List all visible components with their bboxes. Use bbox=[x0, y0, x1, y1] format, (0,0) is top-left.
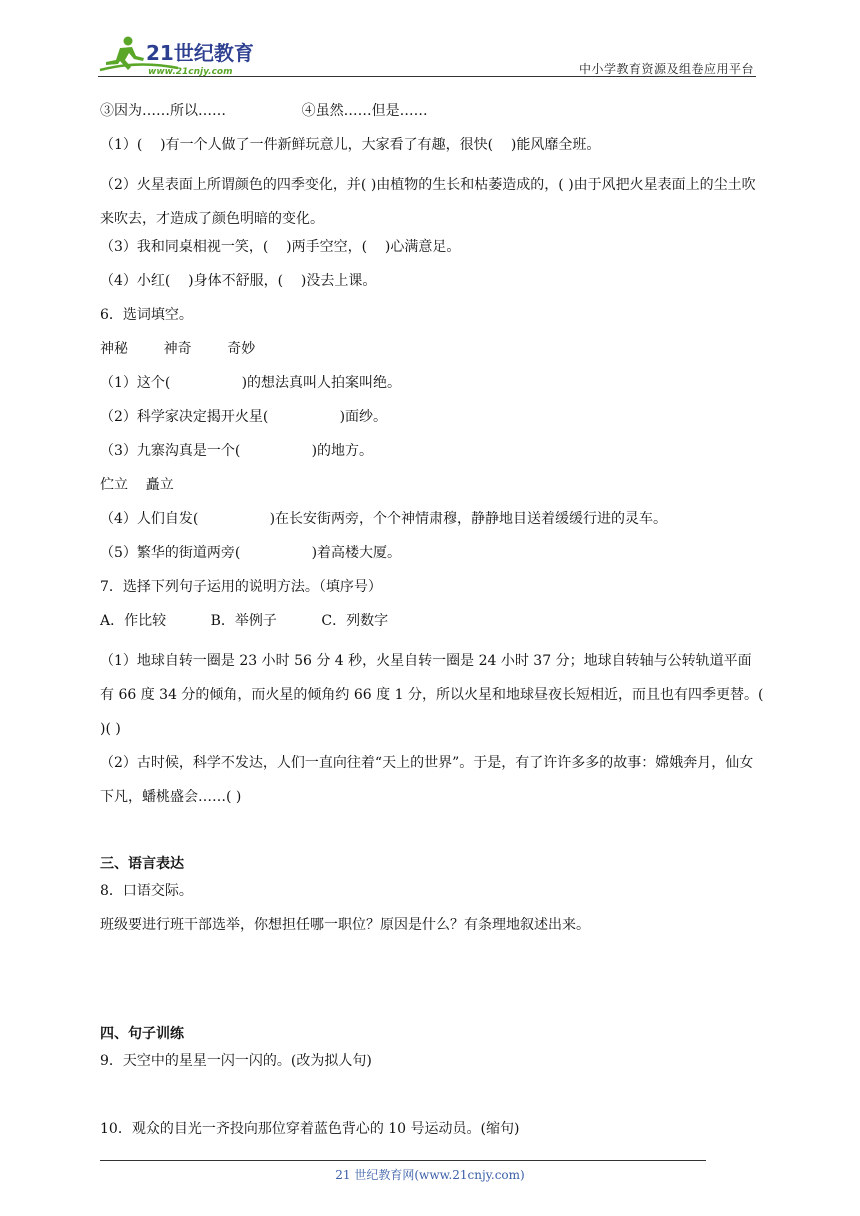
logo-text: 21世纪教育 bbox=[146, 41, 254, 65]
text-line: （3）我和同桌相视一笑，( )两手空空，( )心满意足。 bbox=[100, 239, 461, 255]
text-line: （4）小红( )身体不舒服，( )没去上课。 bbox=[100, 273, 377, 289]
text-line: （1）这个( )的想法真叫人拍案叫绝。 bbox=[100, 375, 402, 391]
footer-text: 21 世纪教育网(www.21cnjy.com) bbox=[335, 1168, 525, 1182]
text-line: ③因为……所以…… ④虽然……但是…… bbox=[100, 103, 428, 119]
section-heading: 三、语言表达 bbox=[100, 856, 184, 872]
text-line: （1）地球自转一圈是 23 小时 56 分 4 秒，火星自转一圈是 24 小时 37 分；地球自转轴与公转轨道平面有 66 度 34 分的倾角，而火星的倾角约 66 度 1 分，所以火星和地球昼夜长短相近，而且也有四季更替。( )( ) bbox=[100, 653, 764, 737]
text-line: （3）九寨沟真是一个( )的地方。 bbox=[100, 443, 374, 459]
text-line: 神秘 神奇 奇妙 bbox=[100, 341, 256, 357]
platform-name: 中小学教育资源及组卷应用平台 bbox=[578, 62, 754, 76]
text-line: A．作比较 B．举例子 C．列数字 bbox=[100, 613, 389, 629]
footer-divider bbox=[100, 1160, 706, 1161]
header-divider bbox=[98, 76, 756, 77]
text-line: 8．口语交际。 bbox=[100, 883, 193, 899]
logo bbox=[98, 34, 268, 76]
page-header bbox=[98, 30, 756, 80]
text-line: （2）火星表面上所谓颜色的四季变化，并( )由植物的生长和枯萎造成的，( )由于风把火星表面上的尘土吹来吹去，才造成了颜色明暗的变化。 bbox=[100, 177, 756, 227]
logo-url: www.21cnjy.com bbox=[148, 67, 233, 76]
text-line: （5）繁华的街道两旁( )着高楼大厦。 bbox=[100, 545, 402, 561]
text-line: 10．观众的目光一齐投向那位穿着蓝色背心的 10 号运动员。(缩句) bbox=[100, 1121, 520, 1137]
section-heading: 四、句子训练 bbox=[100, 1026, 184, 1042]
text-line: 6．选词填空。 bbox=[100, 307, 193, 323]
text-line: 9．天空中的星星一闪一闪的。(改为拟人句) bbox=[100, 1053, 372, 1069]
text-line: （2）科学家决定揭开火星( )面纱。 bbox=[100, 409, 388, 425]
text-line: （4）人们自发( )在长安街两旁，个个神情肃穆，静静地目送着缓缓行进的灵车。 bbox=[100, 511, 668, 527]
text-line: 伫立 矗立 bbox=[100, 477, 174, 493]
runner-logo-icon bbox=[98, 34, 268, 76]
text-line: （2）古时候，科学不发达，人们一直向往着“天上的世界”。于是，有了许许多多的故事：嫦娥奔月，仙女下凡，蟠桃盛会……( ) bbox=[100, 755, 754, 805]
text-line: 班级要进行班干部选举，你想担任哪一职位？原因是什么？有条理地叙述出来。 bbox=[100, 917, 590, 933]
text-line: （1）( )有一个人做了一件新鲜玩意儿，大家看了有趣，很快( )能风靡全班。 bbox=[100, 137, 601, 153]
text-line: 7．选择下列句子运用的说明方法。（填序号） bbox=[100, 579, 382, 595]
